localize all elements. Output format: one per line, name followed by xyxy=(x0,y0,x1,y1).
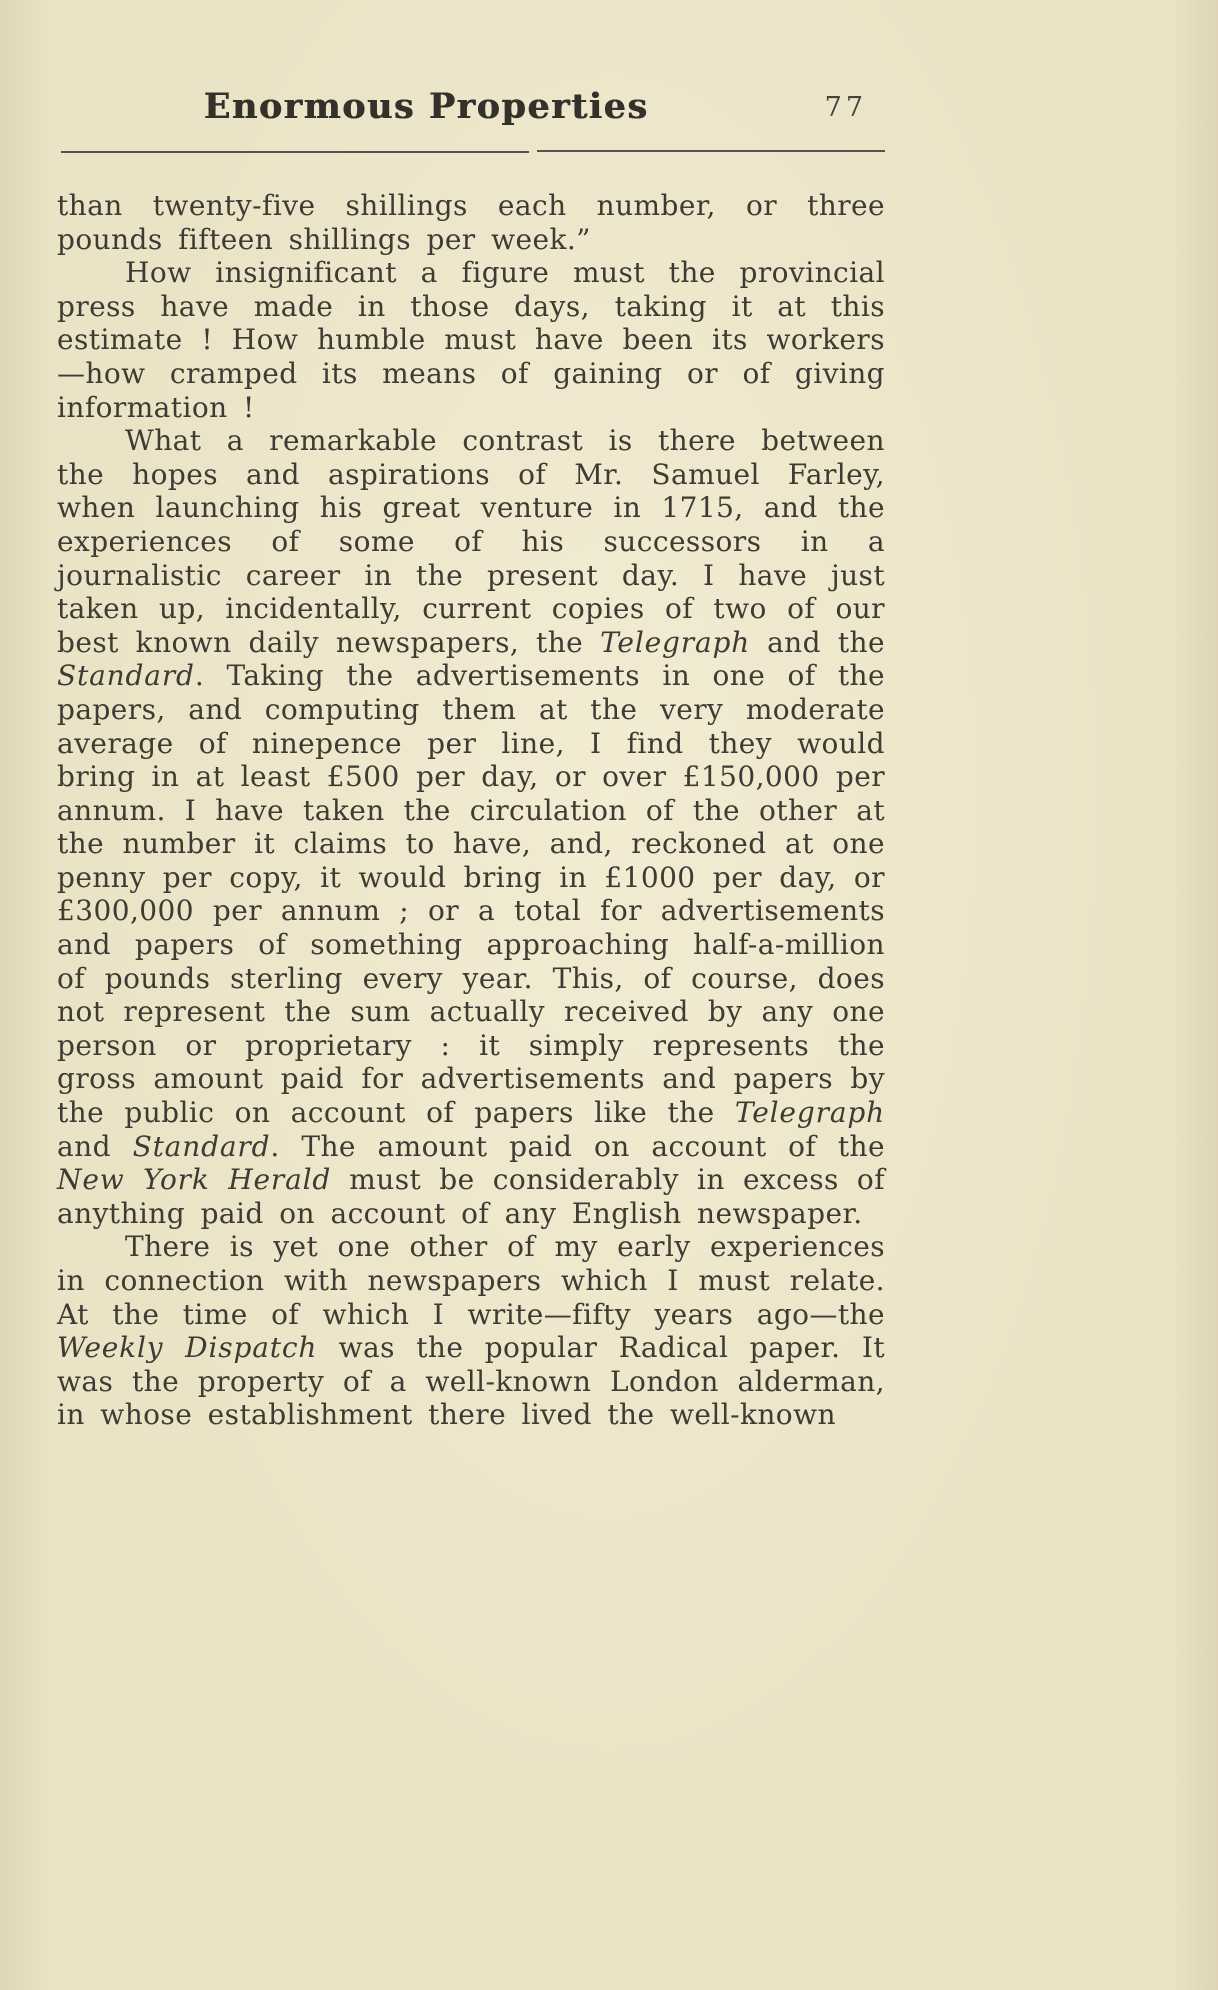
italic-run: Weekly Dispatch xyxy=(57,1331,318,1365)
paragraph xyxy=(57,189,885,256)
paragraph xyxy=(57,424,885,1230)
page-header xyxy=(57,86,885,132)
text-run: must be considerably in excess of anything paid on account of any English newspaper. xyxy=(57,1163,885,1230)
page-title: Enormous Properties xyxy=(203,86,649,127)
text-run: . The amount paid on account of the xyxy=(270,1129,885,1163)
text-run: . Taking the advertisements in one of the papers, and computing them at the very moderate average of ninepence per line, I find they would bring in at least £500 per day, or over £150,000 per annum. I have taken the circulation of the other at the number it claims to have, and, reckoned at one penny per copy, it would bring in £1000 per day, or £300,000 per annum ; or a total for advertisements and papers of something approaching half-a-million of pounds sterling every year. This, of course, does not represent the sum actually received by any one person or proprietary : it simply represents the gross amount paid for advertisements and papers by the public on account of papers like the xyxy=(57,659,885,1130)
text-run: and the xyxy=(750,625,885,659)
header-rule-right-segment xyxy=(537,150,885,152)
paragraph xyxy=(57,1230,885,1432)
header-rule xyxy=(57,150,885,153)
italic-run: Telegraph xyxy=(734,1096,885,1130)
header-rule-left-segment xyxy=(61,151,529,153)
text-run: and xyxy=(57,1129,133,1163)
page-content xyxy=(57,86,885,1432)
page-number: 77 xyxy=(824,92,867,123)
text-run: What a remarkable contrast is there between the hopes and aspirations of Mr. Samuel Farley, when launching his great venture in 1715, and the experiences of some of his successors in a journalistic career in the present day. I have just taken up, incidentally, current copies of two of our best known daily newspapers, the xyxy=(57,424,885,659)
text-block xyxy=(57,189,885,1432)
italic-run: Standard xyxy=(132,1129,271,1163)
text-run: than twenty-five shillings each number, or three pounds fifteen shillings per week.” xyxy=(57,189,885,256)
paragraph xyxy=(57,256,885,424)
italic-run: Standard xyxy=(57,659,195,693)
italic-run: Telegraph xyxy=(600,625,751,659)
italic-run: New York Herald xyxy=(57,1163,332,1197)
text-run: There is yet one other of my early experiences in connection with newspapers which I must relate. At the time of which I write—fifty years ago—the xyxy=(57,1230,885,1331)
text-run: How insignificant a figure must the provincial press have made in those days, taking it at this estimate ! How humble must have been its workers —how cramped its means of gaining or of giving information ! xyxy=(57,256,885,424)
text-run: was the popular Radical paper. It was the property of a well-known London alderman, in whose establishment there lived the well-known xyxy=(57,1331,885,1432)
